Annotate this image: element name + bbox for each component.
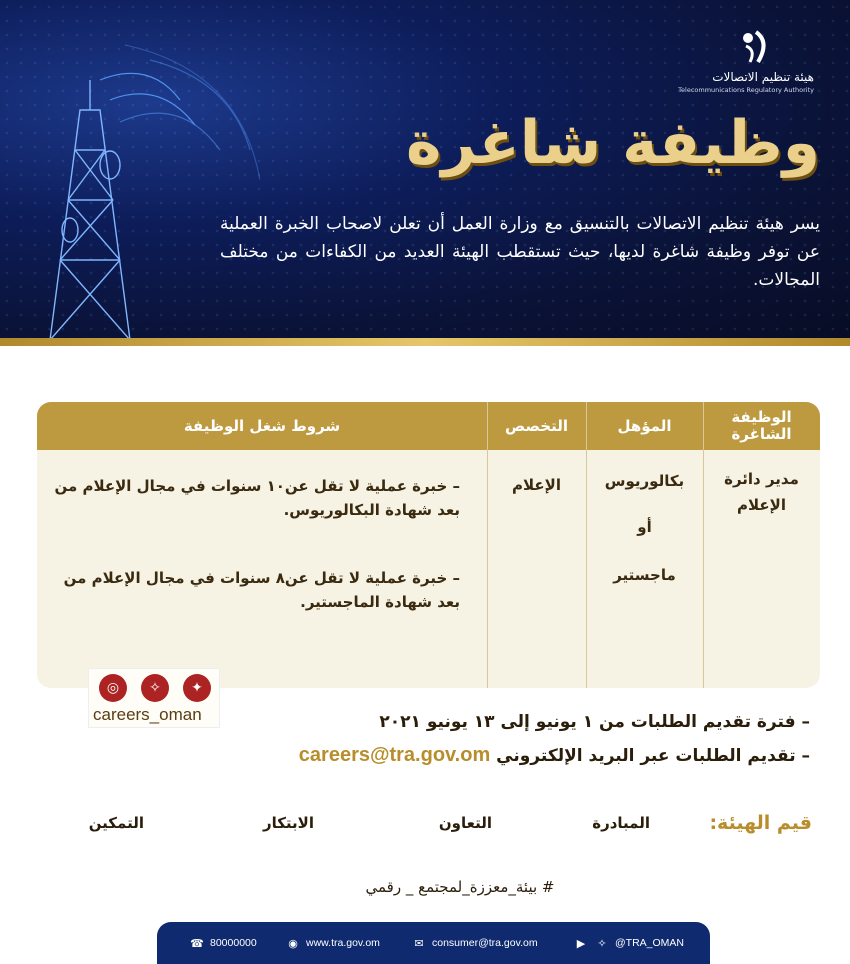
footer-website[interactable] bbox=[285, 936, 380, 950]
careers-social-badge[interactable] bbox=[88, 668, 220, 728]
cell-qualification-2: ماجستير bbox=[613, 566, 676, 584]
intro-paragraph: يسر هيئة تنظيم الاتصالات بالتنسيق مع وزارة العمل أن تعلن لاصحاب الخبرة العملية عن توفر وظيفة شاغرة لديها، حيث تستقطب الهيئة العديد من الكفاءات من مختلف المجالات. bbox=[220, 214, 820, 290]
requirement-item: – خبرة عملية لا تقل عن٨ سنوات في مجال الإعلام من بعد شهادة الماجستير. bbox=[63, 569, 460, 611]
footer-phone-text[interactable]: 80000000 bbox=[210, 937, 257, 949]
hero-banner bbox=[0, 0, 850, 342]
header-qualification: المؤهل bbox=[617, 416, 672, 435]
twitter-icon[interactable]: ✧ bbox=[141, 674, 169, 702]
value-item: التمكين bbox=[88, 814, 144, 832]
footer-social-handle[interactable]: @TRA_OMAN bbox=[615, 937, 684, 949]
tra-logo-mark-icon bbox=[734, 28, 774, 68]
cell-position: مدير دائرة الإعلام bbox=[724, 470, 799, 514]
value-item: الابتكار bbox=[262, 814, 314, 832]
gold-divider bbox=[0, 338, 850, 346]
header-position: الوظيفة الشاغرة bbox=[731, 408, 792, 443]
careers-handle[interactable]: careers_oman bbox=[93, 705, 202, 724]
careers-email-link[interactable]: careers@tra.gov.om bbox=[298, 744, 491, 766]
application-period: – فترة تقديم الطلبات من ١ يونيو إلى ١٣ يونيو ٢٠٢١ bbox=[379, 712, 810, 732]
instagram-icon[interactable]: ◎ bbox=[99, 674, 127, 702]
header-specialization: التخصص bbox=[505, 416, 568, 435]
cell-qualification-or: أو bbox=[637, 518, 652, 536]
footer-phone[interactable] bbox=[189, 936, 257, 950]
value-item: التعاون bbox=[438, 814, 492, 832]
header-requirements: شروط شغل الوظيفة bbox=[183, 416, 341, 435]
youtube-icon[interactable]: ▶ bbox=[576, 937, 586, 950]
value-item: المبادرة bbox=[592, 814, 650, 832]
requirement-item: – خبرة عملية لا تقل عن١٠ سنوات في مجال الإعلام من بعد شهادة البكالوريوس. bbox=[54, 477, 460, 519]
telecom-tower-illustration bbox=[30, 40, 260, 340]
hashtag: # بيئة_معززة_لمجتمع _ رقمي bbox=[365, 878, 555, 896]
cell-qualification-1: بكالوريوس bbox=[604, 472, 685, 490]
vacancy-table bbox=[37, 402, 820, 688]
footer-website-text[interactable]: www.tra.gov.om bbox=[306, 937, 380, 949]
tra-logo bbox=[664, 28, 814, 94]
mail-icon: ✉ bbox=[414, 937, 424, 950]
footer-social[interactable] bbox=[573, 936, 684, 950]
application-method bbox=[250, 744, 810, 767]
logo-arabic-text: هيئة تنظيم الاتصالات bbox=[712, 70, 814, 84]
globe-icon: ◉ bbox=[288, 937, 298, 950]
values-title: قيم الهيئة: bbox=[709, 812, 812, 834]
footer-email[interactable] bbox=[411, 936, 538, 950]
footer-email-text[interactable]: consumer@tra.gov.om bbox=[432, 937, 538, 949]
application-method-label: – تقديم الطلبات عبر البريد الإلكتروني bbox=[496, 746, 810, 766]
footer-bar bbox=[157, 922, 710, 964]
snapchat-icon[interactable]: ✦ bbox=[183, 674, 211, 702]
twitter-icon[interactable]: ✧ bbox=[597, 937, 607, 950]
phone-icon: ☎ bbox=[190, 937, 204, 950]
logo-english-text: Telecommunications Regulatory Authority bbox=[678, 86, 814, 94]
cell-specialization: الإعلام bbox=[512, 476, 561, 494]
page-title: وظيفة شاغرة bbox=[405, 108, 820, 178]
